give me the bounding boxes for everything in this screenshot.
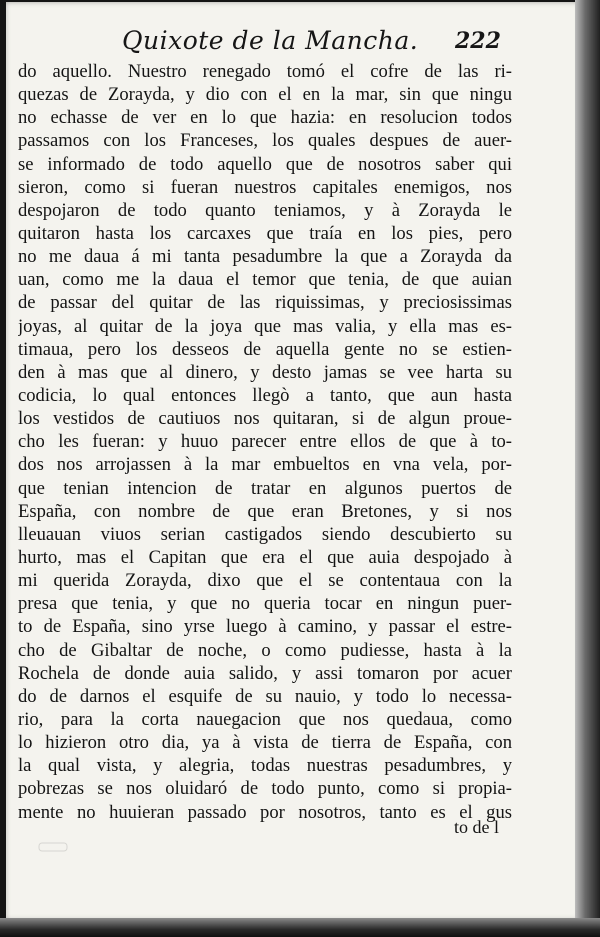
text-line: dos nos arrojassen à la mar embueltos en vna vela, por- <box>18 454 512 476</box>
text-line: sieron, como si fueran nuestros capitales enemigos, nos <box>18 176 512 198</box>
body-text <box>18 60 512 824</box>
text-line: no me daua á mi tanta pesadumbre la que a Zorayda da <box>18 246 512 268</box>
text-line: mi querida Zorayda, dixo que el se contentaua con la <box>18 570 512 592</box>
text-line: codicia, lo qual entonces llegò a tanto, que aun hasta <box>18 384 512 406</box>
text-line: do de darnos el esquife de su nauio, y todo lo necessa- <box>18 685 512 707</box>
text-line: que tenian intencion de tratar en algunos puertos de <box>18 477 512 499</box>
text-line: despojaron de todo quanto teniamos, y à Zorayda le <box>18 199 512 221</box>
text-line: presa que tenia, y que no queria tocar en ningun puer- <box>18 593 512 615</box>
running-title: Quixote de la Mancha. <box>122 26 419 55</box>
catchword: to de l <box>454 817 499 837</box>
faint-library-stamp <box>38 840 68 854</box>
text-line: hurto, mas el Capitan que era el que auia despojado à <box>18 546 512 568</box>
text-line: den à mas que al dinero, y desto jamas se vee harta su <box>18 361 512 383</box>
text-line: to de España, sino yrse luego à camino, y passar el estre- <box>18 616 512 638</box>
text-line: pobrezas se nos oluidaró de todo punto, como si propia- <box>18 778 512 800</box>
text-line: cho de Gibaltar de noche, o como pudiesse, hasta à la <box>18 639 512 661</box>
text-line: quezas de Zorayda, y dio con el en la mar, sin que ningu <box>18 84 512 106</box>
text-line: lo hizieron otro dia, ya à vista de tierra de España, con <box>18 732 512 754</box>
page-edge-shadow <box>575 0 600 937</box>
page-header <box>6 26 584 60</box>
text-line: timaua, pero los desseos de aquella gente no se estien- <box>18 338 512 360</box>
text-line: uan, como me la daua el temor que tenia, de que auian <box>18 269 512 291</box>
text-line: de passar del quitar de las riquissimas, y preciosissimas <box>18 292 512 314</box>
text-line: rio, para la corta nauegacion que nos quedaua, como <box>18 708 512 730</box>
folio-number: 222 <box>455 28 501 54</box>
text-line: España, con nombre de que eran Bretones, y si nos <box>18 500 512 522</box>
text-line: do aquello. Nuestro renegado tomó el cofre de las ri- <box>18 61 512 82</box>
page-bottom-edge <box>0 918 600 937</box>
text-line: passamos con los Franceses, los quales despues de auer- <box>18 130 512 152</box>
text-line: no echasse de ver en lo que hazia: en resolucion todos <box>18 107 512 129</box>
text-line: mente no huuieran passado por nosotros, tanto es el gus <box>18 801 512 823</box>
text-line: cho les fueran: y huuo parecer entre ellos de que à to- <box>18 431 512 453</box>
text-line: quitaron hasta los carcaxes que traía en los pies, pero <box>18 222 512 244</box>
text-line: lleuauan viuos serian castigados siendo descubierto su <box>18 523 512 545</box>
text-line: se informado de todo aquello que de nosotros saber qui <box>18 153 512 175</box>
text-line: joyas, al quitar de la joya que mas valia, y ella mas es- <box>18 315 512 337</box>
text-line: Rochela de donde auia salido, y assi tomaron por acuer <box>18 662 512 684</box>
text-line: los vestidos de cautiuos nos quitaran, si de algun proue- <box>18 408 512 430</box>
book-page <box>6 2 584 920</box>
text-line: la qual vista, y alegria, todas nuestras pesadumbres, y <box>18 755 512 777</box>
